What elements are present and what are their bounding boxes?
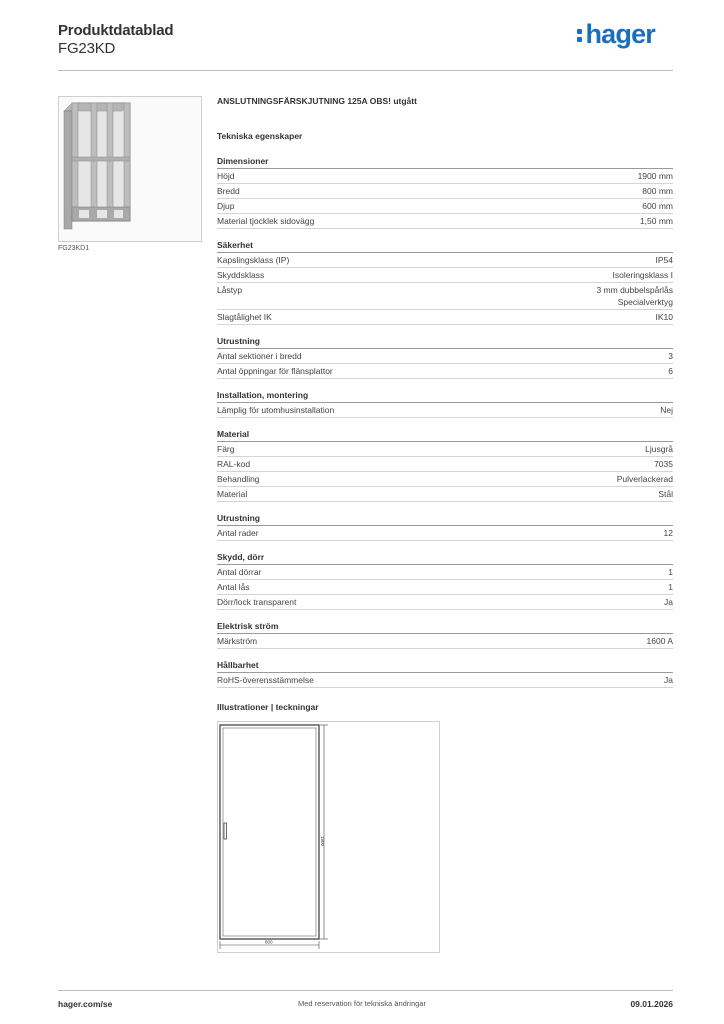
spec-section xyxy=(217,155,673,229)
spec-value-line: IK10 xyxy=(655,312,673,322)
spec-value-line: 3 mm dubbelspårlås xyxy=(596,285,673,295)
logo-text: hager xyxy=(585,19,655,49)
spec-content xyxy=(217,96,673,688)
spec-label: Antal öppningar för flänsplattor xyxy=(217,366,333,376)
spec-row xyxy=(217,565,673,580)
spec-label: Material xyxy=(217,489,248,499)
spec-label: Låstyp xyxy=(217,285,243,295)
spec-row xyxy=(217,253,673,268)
spec-value-line: 7035 xyxy=(654,459,673,469)
spec-section xyxy=(217,239,673,325)
footer-note: Med reservation för tekniska ändringar xyxy=(298,999,426,1008)
spec-value-line: Nej xyxy=(660,405,673,415)
spec-value xyxy=(668,350,673,362)
spec-row xyxy=(217,283,673,310)
spec-value xyxy=(642,185,673,197)
spec-value-line: Isoleringsklass I xyxy=(612,270,673,280)
hager-logo xyxy=(577,19,655,50)
spec-row xyxy=(217,214,673,229)
spec-row xyxy=(217,199,673,214)
image-caption: FG23KD1 xyxy=(58,245,90,252)
logo-dots-icon xyxy=(577,27,583,42)
spec-value-line: 600 mm xyxy=(642,201,673,211)
spec-value-line: IP54 xyxy=(655,255,673,265)
section-title: Dimensioner xyxy=(217,155,673,169)
product-code: FG23KD xyxy=(58,40,116,57)
spec-row xyxy=(217,673,673,688)
spec-value-line: 1 xyxy=(668,582,673,592)
illustrations-heading: Illustrationer | teckningar xyxy=(217,702,319,712)
spec-value-line: 12 xyxy=(663,528,673,538)
product-description: ANSLUTNINGSFÄRSKJUTNING 125A OBS! utgått xyxy=(217,96,417,106)
spec-value xyxy=(596,284,673,308)
spec-value-line: Ja xyxy=(664,597,673,607)
spec-value xyxy=(664,527,673,539)
spec-row xyxy=(217,487,673,502)
spec-label: Antal dörrar xyxy=(217,567,262,577)
spec-value xyxy=(664,674,673,686)
spec-value-line: Pulverlackerad xyxy=(616,474,673,484)
cabinet-drawing-icon xyxy=(218,722,439,952)
width-dimension-label: 800 xyxy=(265,939,273,945)
section-title: Utrustning xyxy=(217,335,673,349)
spec-value xyxy=(660,404,673,416)
spec-sections xyxy=(217,155,673,688)
spec-row xyxy=(217,349,673,364)
spec-value xyxy=(656,254,674,266)
spec-label: Märkström xyxy=(217,636,258,646)
spec-section xyxy=(217,512,673,541)
spec-label: RoHS-överensstämmelse xyxy=(217,675,314,685)
spec-value-line: 3 xyxy=(668,351,673,361)
spec-label: Djup xyxy=(217,201,235,211)
document-title: Produktdatablad xyxy=(58,22,174,39)
footer-site: hager.com/se xyxy=(58,999,113,1009)
spec-row xyxy=(217,526,673,541)
spec-value xyxy=(642,200,673,212)
product-image xyxy=(58,96,202,242)
spec-row xyxy=(217,310,673,325)
spec-value-line: Stål xyxy=(658,489,673,499)
spec-value xyxy=(658,488,673,500)
spec-value xyxy=(613,269,673,281)
spec-section xyxy=(217,335,673,379)
spec-row xyxy=(217,457,673,472)
spec-value xyxy=(640,215,673,227)
spec-value xyxy=(617,473,673,485)
spec-label: Lämplig för utomhusinstallation xyxy=(217,405,335,415)
spec-label: Antal rader xyxy=(217,528,259,538)
height-dimension-label: 1900 xyxy=(320,836,325,847)
page-footer xyxy=(58,990,673,1015)
spec-row xyxy=(217,595,673,610)
spec-value-line: 1,50 mm xyxy=(639,216,673,226)
section-title: Utrustning xyxy=(217,512,673,526)
spec-value xyxy=(647,635,673,647)
spec-row xyxy=(217,580,673,595)
spec-label: Kapslingsklass (IP) xyxy=(217,255,290,265)
spec-row xyxy=(217,184,673,199)
section-title: Säkerhet xyxy=(217,239,673,253)
spec-label: Skyddsklass xyxy=(217,270,265,280)
spec-row xyxy=(217,268,673,283)
spec-value xyxy=(638,170,673,182)
spec-value xyxy=(664,596,673,608)
spec-row xyxy=(217,634,673,649)
spec-label: RAL-kod xyxy=(217,459,251,469)
spec-row xyxy=(217,472,673,487)
spec-value-line: 1 xyxy=(668,567,673,577)
spec-value-line: Ljusgrå xyxy=(645,444,673,454)
spec-value-line: Specialverktyg xyxy=(617,297,673,307)
spec-label: Höjd xyxy=(217,171,235,181)
spec-value-line: 1900 mm xyxy=(637,171,673,181)
spec-row xyxy=(217,169,673,184)
spec-label: Färg xyxy=(217,444,235,454)
section-title: Material xyxy=(217,428,673,442)
spec-value xyxy=(654,458,673,470)
spec-value-line: 6 xyxy=(668,366,673,376)
spec-section xyxy=(217,620,673,649)
spec-value xyxy=(668,566,673,578)
page-header xyxy=(58,20,673,71)
spec-value xyxy=(668,581,673,593)
spec-section xyxy=(217,389,673,418)
spec-row xyxy=(217,364,673,379)
spec-label: Material tjocklek sidovägg xyxy=(217,216,315,226)
footer-date: 09.01.2026 xyxy=(630,999,673,1009)
features-heading: Tekniska egenskaper xyxy=(217,131,303,141)
spec-section xyxy=(217,659,673,688)
cabinet-frame-icon xyxy=(59,97,201,241)
spec-value-line: 1600 A xyxy=(646,636,673,646)
spec-section xyxy=(217,551,673,610)
spec-value xyxy=(656,311,674,323)
spec-value xyxy=(645,443,673,455)
section-title: Skydd, dörr xyxy=(217,551,673,565)
section-title: Installation, montering xyxy=(217,389,673,403)
spec-label: Slagtålighet IK xyxy=(217,312,272,322)
spec-value-line: Ja xyxy=(664,675,673,685)
spec-row xyxy=(217,403,673,418)
technical-drawing xyxy=(217,721,440,953)
spec-value xyxy=(668,365,673,377)
spec-value-line: 800 mm xyxy=(642,186,673,196)
spec-label: Antal sektioner i bredd xyxy=(217,351,302,361)
spec-label: Bredd xyxy=(217,186,240,196)
spec-row xyxy=(217,442,673,457)
section-title: Hållbarhet xyxy=(217,659,673,673)
spec-label: Antal lås xyxy=(217,582,250,592)
section-title: Elektrisk ström xyxy=(217,620,673,634)
spec-label: Dörr/lock transparent xyxy=(217,597,297,607)
spec-section xyxy=(217,428,673,502)
spec-label: Behandling xyxy=(217,474,260,484)
